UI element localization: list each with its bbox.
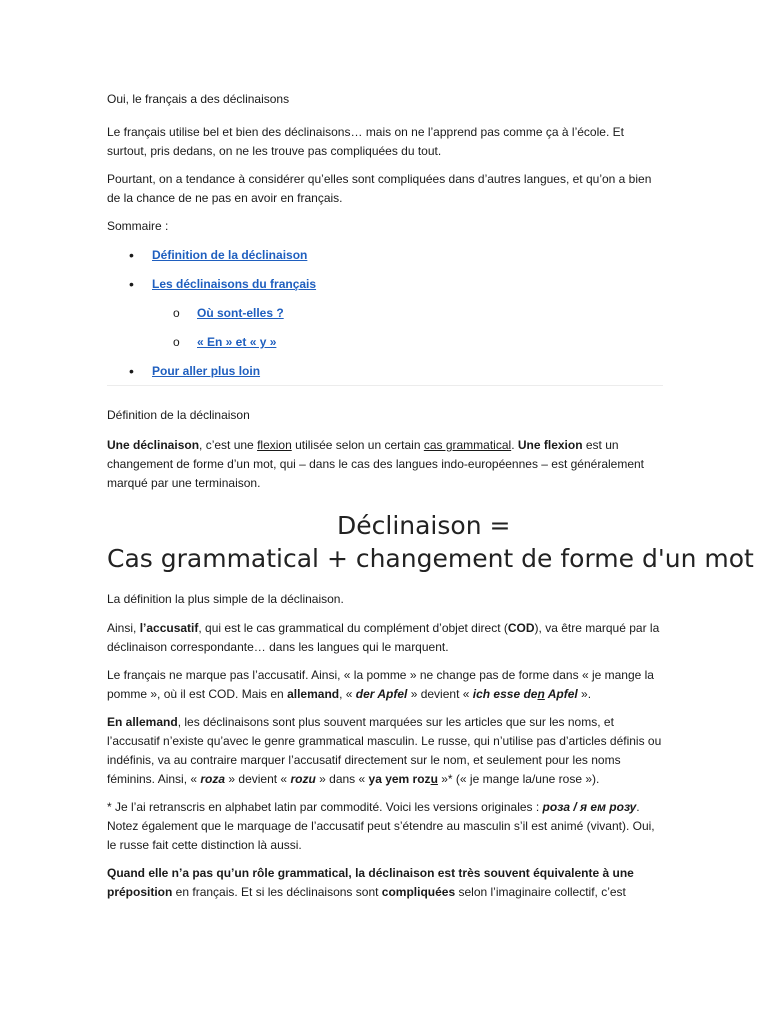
- formula-line-1: Déclinaison =: [337, 511, 511, 540]
- text: , les déclinaisons sont plus souvent marquées sur les articles que sur les noms, et l’accusatif n’existe qu’avec le genre grammatical masculin. Le russe, qui n’utilise pas d’articles définis ou indéfinis, va au contraire marquer l’accusatif directement sur le nom, et seulement pour les noms féminins. Ainsi, «: [107, 715, 662, 786]
- term-flexion: Une flexion: [517, 438, 583, 452]
- text: utilisée selon un certain: [291, 438, 424, 452]
- toc-link-en-et-y[interactable]: « En » et « y »: [197, 335, 277, 349]
- allemand-paragraph: [107, 713, 663, 789]
- text: est un changement de forme d’un mot, qui – dans le cas des langues indo-européennes – est généralement marqué par une terminaison.: [107, 438, 645, 490]
- term-cod: COD: [507, 621, 535, 635]
- intro-paragraph-1: Le français utilise bel et bien des déclinaisons… mais on ne l’apprend pas comme ça à l’école. Et surtout, pris dedans, on ne les trouve pas compliquées du tout.: [107, 125, 624, 158]
- example-apfel: Apfel: [544, 687, 578, 701]
- declinaison-formula-image: [107, 510, 768, 580]
- example-ending: u: [430, 772, 438, 786]
- link-flexion[interactable]: flexion: [257, 438, 292, 452]
- toc-item-definition: [107, 246, 663, 275]
- toc-link-ou-sont-elles[interactable]: Où sont-elles ?: [197, 306, 284, 320]
- bullet-icon: •: [129, 363, 134, 379]
- text: ».: [577, 687, 592, 701]
- text: .: [511, 438, 518, 452]
- image-caption: La définition la plus simple de la déclinaison.: [107, 592, 344, 606]
- text: , «: [339, 687, 356, 701]
- text: selon l’imaginaire collectif, c’est: [455, 885, 626, 899]
- bullet-icon: •: [129, 247, 134, 263]
- text: , qui est le cas grammatical du complément d’objet direct (: [198, 621, 508, 635]
- section-divider: [107, 385, 663, 386]
- link-cas-grammatical[interactable]: cas grammatical: [423, 438, 512, 452]
- example-roza: roza: [200, 772, 226, 786]
- russian-original: роза / я ем розу: [542, 800, 637, 814]
- toc-link-declinaisons[interactable]: Les déclinaisons du français: [152, 277, 317, 291]
- text: , c’est une: [199, 438, 258, 452]
- text: en français. Et si les déclinaisons sont: [172, 885, 382, 899]
- article-title: Oui, le français a des déclinaisons: [107, 92, 290, 106]
- article-continued: [107, 590, 663, 911]
- text: Le français ne marque pas l’accusatif. Ainsi, « la pomme » ne change pas de forme dans « je mange la pomme », où il est COD. Mais en: [107, 668, 654, 701]
- text: » dans «: [315, 772, 369, 786]
- toc-link-pour-aller-plus-loin[interactable]: Pour aller plus loin: [152, 364, 261, 378]
- example-der-apfel: der Apfel: [355, 687, 408, 701]
- text: ), va être marqué par la déclinaison correspondante… dans les langues qui le marquent.: [107, 621, 660, 654]
- toc-item-pour-aller-plus-loin: [107, 362, 663, 384]
- article: [107, 88, 663, 502]
- francais-paragraph: [107, 666, 663, 704]
- text: . Notez également que le marquage de l’accusatif peut s’étendre au masculin s’il est animé (vivant). Oui, le russe fait cette distinction là aussi.: [107, 800, 655, 852]
- text: » devient «: [407, 687, 473, 701]
- preposition-paragraph: [107, 864, 663, 902]
- table-of-contents: [107, 246, 663, 384]
- toc-label: Sommaire :: [107, 219, 169, 233]
- example-ya-yem: ya yem roz: [368, 772, 431, 786]
- toc-item-declinaisons: [107, 275, 663, 304]
- term-allemand: allemand: [287, 687, 340, 701]
- toc-item-ou-sont-elles: [107, 304, 663, 333]
- example-rozu: rozu: [290, 772, 316, 786]
- hollow-bullet-icon: o: [173, 306, 180, 320]
- section-title-definition: Définition de la déclinaison: [107, 408, 250, 422]
- footnote-paragraph: [107, 798, 663, 855]
- term-preposition: Quand elle n’a pas qu’un rôle grammatical, la déclinaison est très souvent équivalente à une préposition: [107, 866, 634, 899]
- formula-line-2: Cas grammatical + changement de forme d'un mot: [107, 544, 754, 573]
- intro-paragraph-2: Pourtant, on a tendance à considérer qu’elles sont compliquées dans d’autres langues, et qu’on a bien de la chance de ne pas en avoir en français.: [107, 172, 652, 205]
- toc-link-definition[interactable]: Définition de la déclinaison: [152, 248, 308, 262]
- term-en-allemand: En allemand: [107, 715, 178, 729]
- text: » devient «: [225, 772, 291, 786]
- text: * Je l’ai retranscris en alphabet latin par commodité. Voici les versions originales :: [107, 800, 543, 814]
- term-declinaison: Une déclinaison: [107, 438, 200, 452]
- term-accusatif: l’accusatif: [139, 621, 199, 635]
- toc-item-en-et-y: [107, 333, 663, 362]
- bullet-icon: •: [129, 276, 134, 292]
- text: »* (« je mange la/une rose »).: [437, 772, 600, 786]
- hollow-bullet-icon: o: [173, 335, 180, 349]
- example-ich-esse: ich esse de: [472, 687, 538, 701]
- term-compliquees: compliquées: [381, 885, 456, 899]
- example-ending: n: [537, 687, 545, 701]
- text: Ainsi,: [107, 621, 140, 635]
- definition-paragraph: [107, 436, 663, 493]
- accusatif-paragraph: [107, 619, 663, 657]
